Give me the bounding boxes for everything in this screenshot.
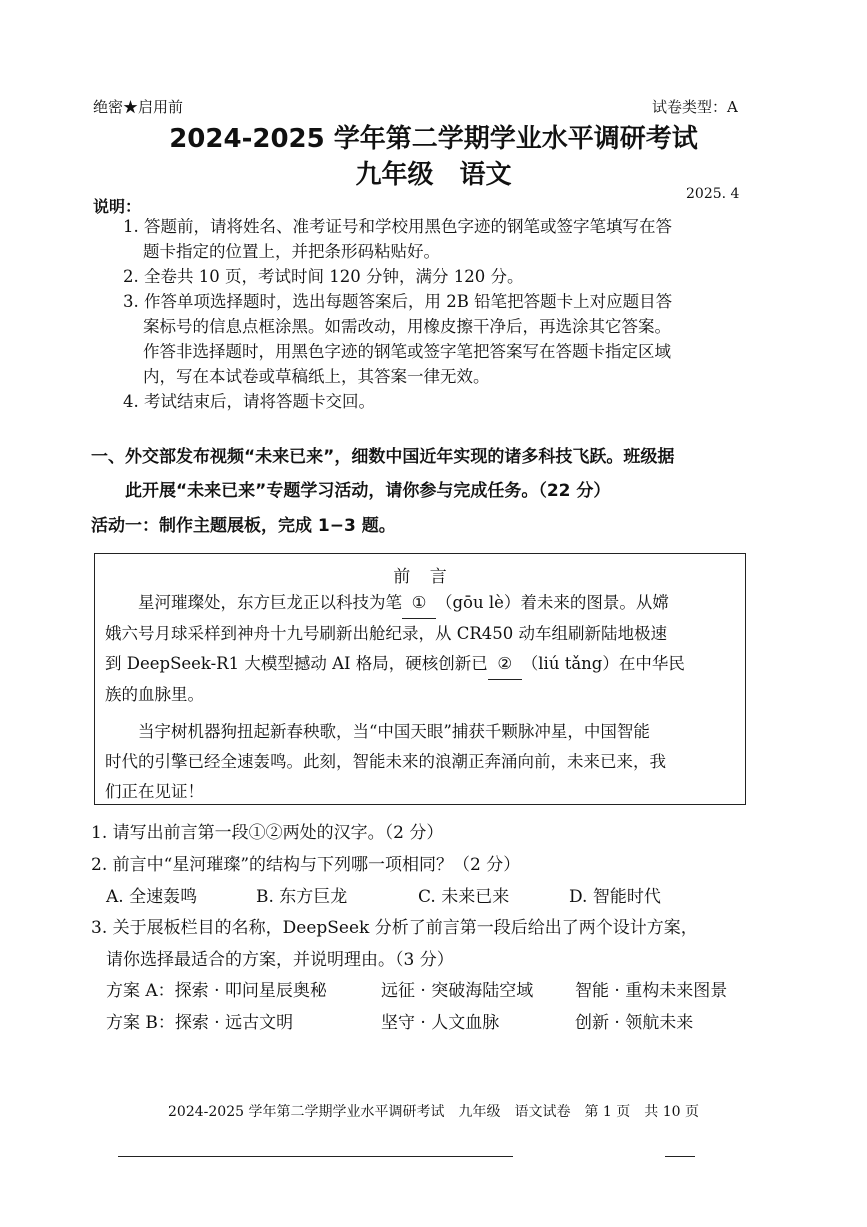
- preface-line: 星河璀璨处，东方巨龙正以科技为笔 ① （gōu lè）着未来的图景。从嫦: [105, 588, 735, 619]
- preface-title: 前 言: [393, 567, 447, 587]
- option-c: C. 未来已来: [418, 887, 510, 907]
- question-3: 3. 关于展板栏目的名称，DeepSeek 分析了前言第一段后给出了两个设计方案，: [91, 918, 698, 938]
- instruction-line: 案标号的信息点框涂黑。如需改动，用橡皮擦干净后，再选涂其它答案。: [143, 317, 671, 336]
- plan-b-item: 坚守 · 人文血脉: [381, 1013, 500, 1033]
- question-3-continued: 请你选择最适合的方案，并说明理由。（3 分）: [106, 950, 454, 970]
- plan-a-item: 方案 A：探索 · 叩问星辰奥秘: [106, 981, 327, 1001]
- instruction-line: 作答非选择题时，用黑色字迹的钢笔或签字笔把答案写在答题卡指定区域: [143, 342, 671, 361]
- exam-subtitle: 九年级 语文: [355, 160, 512, 190]
- activity-heading: 活动一：制作主题展板，完成 1−3 题。: [91, 516, 396, 536]
- page-footer: 2024-2025 学年第二学期学业水平调研考试 九年级 语文试卷 第 1 页 共 10 页: [168, 1104, 699, 1120]
- footer-rule-short: [665, 1156, 695, 1157]
- section-title: 一、外交部发布视频“未来已来”，细数中国近年实现的诸多科技飞跃。班级据: [91, 447, 675, 467]
- preface-line: 族的血脉里。: [105, 685, 204, 704]
- instruction-line: 1. 答题前，请将姓名、准考证号和学校用黑色字迹的钢笔或签字笔填写在答: [123, 217, 672, 236]
- instruction-line: 题卡指定的位置上，并把条形码粘贴好。: [143, 242, 440, 261]
- exam-title: 2024-2025 学年第二学期学业水平调研考试: [169, 124, 698, 154]
- paper-type-label: 试卷类型：A: [652, 98, 738, 116]
- preface-line: 到 DeepSeek-R1 大模型撼动 AI 格局，硬核创新已 ② （liú tǎng）在中华民: [105, 649, 735, 680]
- secrecy-label: 绝密★启用前: [93, 98, 184, 116]
- preface-line: 们正在见证！: [105, 782, 204, 801]
- instruction-line: 4. 考试结束后，请将答题卡交回。: [123, 392, 375, 411]
- preface-line: 时代的引擎已经全速轰鸣。此刻，智能未来的浪潮正奔涌向前，未来已来，我: [105, 752, 666, 771]
- plan-a-item: 智能 · 重构未来图景: [575, 981, 728, 1001]
- preface-line: 娥六号月球采样到神舟十九号刷新出舱纪录，从 CR450 动车组刷新陆地极速: [105, 624, 668, 643]
- option-d: D. 智能时代: [569, 887, 661, 907]
- plan-b-item: 创新 · 领航未来: [575, 1013, 694, 1033]
- instructions-label: 说明：: [93, 197, 142, 216]
- section-title-continued: 此开展“未来已来”专题学习活动，请你参与完成任务。（22 分）: [125, 481, 611, 501]
- preface-line: 当宇树机器狗扭起新春秧歌，当“中国天眼”捕获千颗脉冲星，中国智能: [138, 722, 650, 741]
- instruction-line: 3. 作答单项选择题时，选出每题答案后，用 2B 铅笔把答题卡上对应题目答: [123, 292, 673, 311]
- blank-2: ②: [488, 649, 522, 680]
- option-b: B. 东方巨龙: [256, 887, 348, 907]
- question-1: 1. 请写出前言第一段①②两处的汉字。（2 分）: [91, 823, 444, 843]
- option-a: A. 全速轰鸣: [106, 887, 198, 907]
- instruction-line: 2. 全卷共 10 页，考试时间 120 分钟，满分 120 分。: [123, 267, 524, 286]
- plan-b-item: 方案 B：探索 · 远古文明: [106, 1013, 294, 1033]
- preface-box: [94, 553, 746, 805]
- blank-1: ①: [402, 588, 436, 619]
- plan-a-item: 远征 · 突破海陆空域: [381, 981, 534, 1001]
- footer-rule: [118, 1156, 513, 1157]
- exam-date: 2025. 4: [686, 186, 740, 202]
- instruction-line: 内，写在本试卷或草稿纸上，其答案一律无效。: [143, 367, 490, 386]
- question-2: 2. 前言中“星河璀璨”的结构与下列哪一项相同？（2 分）: [91, 855, 521, 875]
- preface-body: [105, 588, 735, 807]
- instructions-list: [123, 214, 753, 414]
